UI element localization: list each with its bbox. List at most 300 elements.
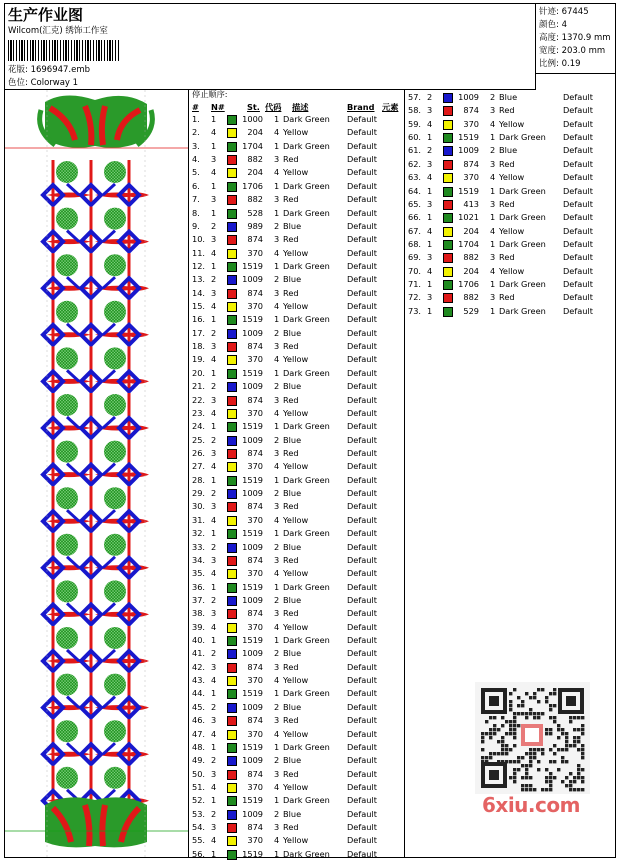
needle-code: 3 (274, 822, 280, 833)
color-description: Blue (283, 488, 302, 499)
color-swatch (227, 128, 237, 138)
color-description: Yellow (499, 225, 525, 236)
needle-code: 1 (490, 305, 496, 316)
stop-number: 70. (408, 265, 422, 276)
needle-number: 4 (211, 167, 217, 178)
brand: Default (347, 782, 377, 792)
stop-number: 26. (192, 448, 206, 458)
needle-code: 2 (274, 541, 280, 552)
color-description: Dark Green (283, 140, 330, 151)
needle-number: 1 (427, 279, 433, 290)
needle-number: 1 (211, 140, 217, 151)
color-swatch (227, 436, 237, 446)
stop-row (189, 835, 405, 848)
brand: Default (563, 132, 593, 143)
stop-row (189, 354, 405, 367)
brand: Default (347, 581, 377, 592)
brand: Default (563, 292, 593, 303)
color-swatch (443, 307, 453, 317)
color-swatch (227, 449, 237, 459)
needle-code: 2 (274, 808, 280, 819)
brand: Default (347, 314, 377, 325)
stop-number: 34. (192, 554, 206, 565)
color-swatch (227, 623, 237, 633)
needle-code: 3 (274, 154, 280, 165)
needle-code: 3 (490, 158, 496, 169)
brand: Default (563, 265, 593, 276)
color-description: Red (283, 341, 299, 352)
stop-number: 59. (408, 118, 422, 129)
stat-value: 4 (561, 20, 567, 30)
brand: Default (347, 207, 377, 218)
color-description: Dark Green (283, 421, 330, 432)
color-description: Dark Green (283, 314, 330, 325)
color-description: Red (283, 154, 299, 165)
stop-number: 66. (408, 212, 422, 223)
needle-code: 4 (274, 461, 280, 472)
stop-number: 21. (192, 381, 206, 392)
needle-code: 1 (274, 207, 280, 218)
stop-number: 69. (408, 252, 422, 263)
brand: Default (347, 167, 377, 178)
needle-code: 3 (274, 194, 280, 205)
needle-number: 1 (427, 212, 433, 223)
thread-code: 204 (247, 127, 263, 138)
stop-row (189, 795, 405, 808)
stop-number: 45. (192, 701, 206, 712)
thread-code: 1009 (242, 327, 263, 338)
needle-code: 4 (274, 675, 280, 686)
thread-code: 1009 (242, 701, 263, 712)
thread-code: 370 (463, 172, 479, 183)
needle-number: 1 (211, 260, 217, 271)
brand: Default (347, 154, 377, 165)
color-description: Yellow (499, 118, 525, 129)
stat-value: 1370.9 mm (561, 33, 611, 43)
needle-number: 2 (427, 92, 433, 102)
brand: Default (347, 394, 377, 405)
stop-row (189, 435, 405, 448)
color-description: Red (283, 608, 299, 619)
stop-row (405, 266, 620, 279)
brand: Default (347, 541, 377, 552)
needle-code: 1 (490, 238, 496, 249)
thread-code: 370 (247, 461, 263, 472)
color-swatch (227, 168, 237, 178)
brand: Default (563, 279, 593, 290)
stats-panel (536, 4, 615, 74)
thread-code: 204 (247, 167, 263, 178)
brand: Default (563, 145, 593, 156)
stop-number: 15. (192, 301, 206, 312)
thread-code: 370 (247, 835, 263, 846)
stop-row (189, 288, 405, 301)
thread-code: 874 (463, 158, 479, 169)
needle-code: 3 (274, 448, 280, 458)
stop-number: 28. (192, 474, 206, 485)
thread-code: 370 (463, 118, 479, 129)
thread-code: 1009 (242, 434, 263, 445)
needle-number: 1 (211, 528, 217, 539)
stop-row (189, 208, 405, 221)
stop-number: 6. (192, 180, 200, 191)
stop-row (189, 568, 405, 581)
color-description: Red (283, 394, 299, 405)
color-description: Yellow (499, 172, 525, 183)
stop-row (189, 782, 405, 795)
color-description: Dark Green (283, 367, 330, 378)
brand: Default (347, 621, 377, 632)
color-description: Red (283, 554, 299, 565)
brand: Default (347, 808, 377, 819)
thread-code: 1009 (242, 594, 263, 605)
needle-number: 2 (211, 274, 217, 285)
stop-number: 20. (192, 367, 206, 378)
stop-number: 9. (192, 220, 200, 231)
color-swatch (443, 240, 453, 250)
thread-code: 1519 (458, 132, 479, 143)
color-swatch (227, 476, 237, 486)
stat-height (539, 31, 611, 43)
stop-row (189, 234, 405, 247)
thread-code: 1009 (242, 274, 263, 285)
thread-code: 1009 (458, 92, 479, 102)
needle-number: 3 (211, 287, 217, 298)
color-swatch (227, 355, 237, 365)
stop-number: 19. (192, 354, 206, 365)
stat-label: 高度: (539, 33, 559, 43)
color-swatch (227, 182, 237, 192)
needle-code: 1 (490, 185, 496, 196)
stop-number: 27. (192, 461, 206, 472)
color-description: Blue (283, 541, 302, 552)
needle-number: 2 (211, 755, 217, 766)
needle-number: 2 (211, 381, 217, 392)
stop-number: 72. (408, 292, 422, 303)
needle-code: 2 (274, 488, 280, 499)
color-swatch (227, 275, 237, 285)
color-swatch (227, 155, 237, 165)
needle-number: 4 (211, 835, 217, 846)
needle-number: 3 (427, 252, 433, 263)
stop-row (405, 292, 620, 305)
needle-number: 3 (211, 554, 217, 565)
color-swatch (227, 462, 237, 472)
color-swatch (443, 133, 453, 143)
needle-code: 3 (274, 608, 280, 619)
thread-code: 413 (463, 198, 479, 209)
thread-code: 370 (247, 514, 263, 525)
stop-number: 57. (408, 92, 422, 102)
needle-number: 4 (211, 568, 217, 579)
stop-row (189, 328, 405, 341)
stop-row (405, 105, 620, 118)
needle-code: 1 (274, 260, 280, 271)
needle-number: 2 (211, 648, 217, 659)
stop-number: 24. (192, 421, 206, 432)
needle-number: 1 (211, 581, 217, 592)
stop-number: 36. (192, 581, 206, 592)
stop-sequence-header (189, 102, 405, 114)
needle-code: 1 (274, 474, 280, 485)
thread-code: 370 (247, 407, 263, 418)
header (5, 4, 536, 90)
color-swatch (227, 810, 237, 820)
thread-code: 370 (247, 621, 263, 632)
needle-number: 1 (211, 474, 217, 485)
color-swatch (443, 146, 453, 156)
stop-row (189, 662, 405, 675)
stop-number: 48. (192, 741, 206, 752)
stop-number: 49. (192, 755, 206, 766)
needle-number: 4 (211, 247, 217, 258)
brand: Default (347, 114, 377, 124)
stop-row (189, 822, 405, 835)
color-description: Red (283, 194, 299, 205)
needle-code: 3 (274, 554, 280, 565)
thread-code: 1009 (458, 145, 479, 156)
color-swatch (443, 293, 453, 303)
brand: Default (563, 238, 593, 249)
needle-code: 2 (490, 92, 496, 102)
thread-code: 1519 (242, 314, 263, 325)
needle-code: 4 (274, 782, 280, 792)
stop-number: 11. (192, 247, 206, 258)
stop-number: 29. (192, 488, 206, 499)
needle-code: 1 (274, 635, 280, 646)
stat-label: 颜色: (539, 20, 559, 30)
stop-number: 31. (192, 514, 206, 525)
stop-number: 38. (192, 608, 206, 619)
stop-number: 37. (192, 594, 206, 605)
brand: Default (347, 194, 377, 205)
color-description: Blue (283, 701, 302, 712)
needle-code: 2 (274, 381, 280, 392)
col-code: St. (247, 102, 260, 112)
brand: Default (347, 127, 377, 138)
color-description: Dark Green (283, 581, 330, 592)
stop-number: 52. (192, 795, 206, 806)
needle-number: 1 (211, 114, 217, 124)
color-swatch (227, 315, 237, 325)
stat-colors (539, 18, 567, 30)
brand: Default (347, 594, 377, 605)
needle-number: 3 (211, 234, 217, 245)
thread-code: 1519 (242, 795, 263, 806)
needle-code: 1 (274, 688, 280, 699)
color-swatch (443, 106, 453, 116)
stop-number: 1. (192, 114, 200, 124)
color-description: Dark Green (499, 212, 546, 223)
stop-number: 17. (192, 327, 206, 338)
brand: Default (347, 528, 377, 539)
brand: Default (563, 212, 593, 223)
needle-code: 4 (274, 354, 280, 365)
thread-code: 1704 (458, 238, 479, 249)
needle-code: 3 (274, 341, 280, 352)
color-description: Red (499, 105, 515, 116)
stop-number: 18. (192, 341, 206, 352)
needle-code: 1 (490, 212, 496, 223)
brand: Default (347, 140, 377, 151)
brand: Default (347, 514, 377, 525)
needle-number: 3 (427, 105, 433, 116)
thread-code: 874 (247, 394, 263, 405)
color-swatch (227, 302, 237, 312)
needle-code: 1 (274, 114, 280, 124)
stop-number: 73. (408, 305, 422, 316)
stat-value: 0.19 (561, 59, 581, 69)
brand: Default (563, 305, 593, 316)
stop-number: 64. (408, 185, 422, 196)
thread-code: 204 (463, 225, 479, 236)
needle-number: 4 (427, 265, 433, 276)
stop-sequence-title: 停止顺序: (192, 89, 228, 99)
needle-code: 3 (490, 105, 496, 116)
thread-code: 1706 (458, 279, 479, 290)
color-description: Yellow (283, 835, 309, 846)
brand: Default (347, 341, 377, 352)
brand: Default (347, 661, 377, 672)
stop-number: 22. (192, 394, 206, 405)
stop-number: 5. (192, 167, 200, 178)
needle-code: 2 (490, 145, 496, 156)
stop-row (189, 742, 405, 755)
stat-value: 203.0 mm (561, 46, 606, 56)
color-swatch (227, 502, 237, 512)
needle-number: 3 (211, 341, 217, 352)
stop-row (405, 186, 620, 199)
color-description: Yellow (283, 675, 309, 686)
color-swatch (227, 796, 237, 806)
needle-number: 3 (211, 394, 217, 405)
stop-row (405, 279, 620, 292)
needle-code: 3 (274, 768, 280, 779)
thread-code: 874 (247, 234, 263, 245)
stop-row (189, 181, 405, 194)
needle-code: 1 (490, 279, 496, 290)
needle-number: 4 (211, 675, 217, 686)
brand: Default (347, 755, 377, 766)
color-description: Blue (499, 145, 518, 156)
brand: Default (347, 608, 377, 619)
needle-code: 3 (274, 287, 280, 298)
color-swatch (227, 529, 237, 539)
needle-number: 4 (211, 461, 217, 472)
color-swatch (227, 262, 237, 272)
color-swatch (443, 187, 453, 197)
needle-number: 3 (211, 154, 217, 165)
color-description: Yellow (499, 265, 525, 276)
needle-number: 4 (211, 407, 217, 418)
stop-row (405, 306, 620, 319)
stop-row (189, 515, 405, 528)
color-swatch (443, 173, 453, 183)
color-swatch (227, 409, 237, 419)
brand: Default (563, 118, 593, 129)
color-description: Blue (499, 92, 518, 102)
brand: Default (347, 407, 377, 418)
needle-number: 2 (211, 220, 217, 231)
color-description: Dark Green (283, 207, 330, 218)
color-swatch (227, 783, 237, 793)
brand: Default (563, 172, 593, 183)
color-description: Red (499, 158, 515, 169)
stop-row (189, 488, 405, 501)
color-description: Dark Green (283, 741, 330, 752)
stop-sequence-list (189, 90, 405, 857)
color-description: Dark Green (283, 180, 330, 191)
needle-code: 4 (274, 514, 280, 525)
brand: Default (563, 252, 593, 263)
stop-row (189, 261, 405, 274)
needle-code: 1 (274, 180, 280, 191)
needle-code: 1 (274, 795, 280, 806)
color-swatch (227, 609, 237, 619)
color-description: Yellow (283, 407, 309, 418)
color-description: Yellow (283, 782, 309, 792)
stop-row (189, 167, 405, 180)
color-swatch (227, 756, 237, 766)
needle-number: 3 (211, 768, 217, 779)
qr-code-icon (475, 682, 590, 794)
thread-code: 1519 (458, 185, 479, 196)
needle-number: 1 (211, 688, 217, 699)
color-description: Dark Green (499, 279, 546, 290)
brand: Default (347, 434, 377, 445)
needle-code: 4 (274, 835, 280, 846)
needle-code: 2 (274, 594, 280, 605)
stop-number: 68. (408, 238, 422, 249)
stop-number: 54. (192, 822, 206, 833)
stat-label: 宽度: (539, 46, 559, 56)
needle-code: 4 (274, 301, 280, 312)
color-description: Yellow (283, 568, 309, 579)
thread-code: 1704 (242, 140, 263, 151)
stop-row (189, 154, 405, 167)
color-description: Blue (283, 434, 302, 445)
thread-code: 882 (463, 292, 479, 303)
stop-row (189, 702, 405, 715)
brand: Default (347, 701, 377, 712)
needle-number: 3 (211, 661, 217, 672)
needle-code: 4 (490, 265, 496, 276)
brand: Default (347, 848, 377, 859)
color-description: Dark Green (499, 238, 546, 249)
stop-number: 32. (192, 528, 206, 539)
needle-code: 3 (274, 501, 280, 512)
color-swatch (227, 422, 237, 432)
color-description: Red (283, 768, 299, 779)
color-description: Red (283, 234, 299, 245)
needle-code: 4 (490, 172, 496, 183)
brand: Default (347, 247, 377, 258)
needle-code: 3 (274, 661, 280, 672)
color-description: Dark Green (283, 848, 330, 859)
stop-row (189, 475, 405, 488)
stop-number: 67. (408, 225, 422, 236)
needle-code: 3 (490, 252, 496, 263)
brand: Default (347, 648, 377, 659)
stop-number: 16. (192, 314, 206, 325)
thread-code: 370 (247, 301, 263, 312)
needle-code: 2 (274, 648, 280, 659)
stop-row (189, 461, 405, 474)
brand: Default (347, 367, 377, 378)
color-description: Yellow (283, 127, 309, 138)
thread-code: 1519 (242, 848, 263, 859)
color-swatch (227, 209, 237, 219)
